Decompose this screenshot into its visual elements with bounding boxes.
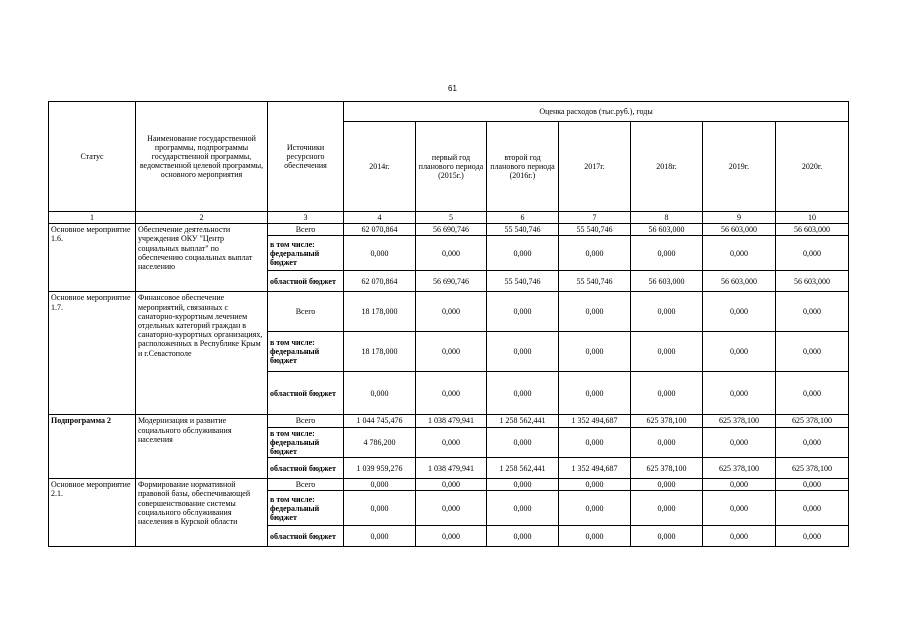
value-cell: 1 038 479,941 (416, 415, 487, 427)
column-number: 8 (631, 212, 703, 224)
value-cell: 1 258 562,441 (487, 458, 559, 479)
row-program-name: Обеспечение деятельности учреждения ОКУ "Центр социальных выплат" по обеспечению социальных выплат населению (136, 224, 268, 292)
header-year: 2019г. (703, 122, 776, 212)
row-source: областной бюджет (268, 458, 344, 479)
column-number: 6 (487, 212, 559, 224)
page-number: 61 (448, 84, 457, 93)
row-source: в том числе: федеральный бюджет (268, 491, 344, 526)
header-estimate: Оценка расходов (тыс.руб.), годы (344, 102, 849, 122)
value-cell: 0,000 (631, 427, 703, 458)
value-cell: 0,000 (416, 427, 487, 458)
header-year: 2018г. (631, 122, 703, 212)
value-cell: 56 603,000 (703, 271, 776, 292)
header-year: первый год планового периода (2015г.) (416, 122, 487, 212)
row-source: в том числе: федеральный бюджет (268, 427, 344, 458)
value-cell: 0,000 (631, 491, 703, 526)
value-cell: 0,000 (416, 372, 487, 415)
value-cell: 0,000 (344, 491, 416, 526)
row-source: Всего (268, 292, 344, 332)
value-cell: 0,000 (559, 372, 631, 415)
value-cell: 0,000 (559, 236, 631, 271)
value-cell: 0,000 (487, 236, 559, 271)
row-source: Всего (268, 224, 344, 236)
value-cell: 0,000 (344, 236, 416, 271)
column-number: 10 (776, 212, 849, 224)
value-cell: 0,000 (416, 332, 487, 372)
value-cell: 0,000 (776, 526, 849, 547)
header-name: Наименование государственной программы, подпрограммы государственной программы, ведомственной целевой программы, основного мероприятия (136, 102, 268, 212)
row-source: в том числе: федеральный бюджет (268, 332, 344, 372)
value-cell: 0,000 (487, 479, 559, 491)
value-cell: 56 690,746 (416, 271, 487, 292)
value-cell: 0,000 (703, 427, 776, 458)
header-sources: Источники ресурсного обеспечения (268, 102, 344, 212)
value-cell: 0,000 (487, 332, 559, 372)
value-cell: 0,000 (703, 479, 776, 491)
value-cell: 0,000 (559, 479, 631, 491)
value-cell: 55 540,746 (487, 224, 559, 236)
value-cell: 0,000 (344, 372, 416, 415)
value-cell: 0,000 (703, 491, 776, 526)
value-cell: 56 603,000 (776, 271, 849, 292)
row-program-name: Финансовое обеспечение мероприятий, связанных с санаторно-курортным лечением отдельных категорий граждан в санаторно-курортных организациях, расположенных в Республике Крым и г.Севастополе (136, 292, 268, 415)
value-cell: 0,000 (776, 427, 849, 458)
value-cell: 0,000 (776, 372, 849, 415)
value-cell: 625 378,100 (631, 458, 703, 479)
value-cell: 0,000 (487, 372, 559, 415)
value-cell: 0,000 (559, 526, 631, 547)
row-status: Подпрограмма 2 (49, 415, 136, 479)
value-cell: 1 038 479,941 (416, 458, 487, 479)
value-cell: 0,000 (559, 292, 631, 332)
value-cell: 18 178,000 (344, 332, 416, 372)
value-cell: 0,000 (559, 491, 631, 526)
header-status: Статус (49, 102, 136, 212)
row-source: областной бюджет (268, 526, 344, 547)
value-cell: 0,000 (631, 292, 703, 332)
value-cell: 62 070,864 (344, 271, 416, 292)
header-year: 2020г. (776, 122, 849, 212)
value-cell: 625 378,100 (703, 415, 776, 427)
value-cell: 625 378,100 (703, 458, 776, 479)
value-cell: 55 540,746 (487, 271, 559, 292)
header-year: 2017г. (559, 122, 631, 212)
row-source: областной бюджет (268, 271, 344, 292)
value-cell: 0,000 (631, 372, 703, 415)
value-cell: 0,000 (703, 236, 776, 271)
value-cell: 0,000 (776, 236, 849, 271)
value-cell: 0,000 (487, 292, 559, 332)
value-cell: 0,000 (776, 479, 849, 491)
header-year: 2014г. (344, 122, 416, 212)
value-cell: 56 603,000 (631, 224, 703, 236)
value-cell: 0,000 (416, 292, 487, 332)
value-cell: 0,000 (416, 479, 487, 491)
value-cell: 0,000 (631, 526, 703, 547)
column-number: 1 (49, 212, 136, 224)
column-number: 9 (703, 212, 776, 224)
value-cell: 0,000 (776, 491, 849, 526)
value-cell: 1 258 562,441 (487, 415, 559, 427)
value-cell: 0,000 (776, 292, 849, 332)
value-cell: 55 540,746 (559, 224, 631, 236)
value-cell: 0,000 (703, 332, 776, 372)
value-cell: 0,000 (487, 491, 559, 526)
value-cell: 56 603,000 (703, 224, 776, 236)
value-cell: 0,000 (416, 491, 487, 526)
value-cell: 0,000 (559, 332, 631, 372)
value-cell: 0,000 (559, 427, 631, 458)
value-cell: 625 378,100 (631, 415, 703, 427)
row-program-name: Модернизация и развитие социального обслуживания населения (136, 415, 268, 479)
budget-table (48, 101, 849, 547)
value-cell: 56 690,746 (416, 224, 487, 236)
table-row (49, 224, 849, 236)
row-source: Всего (268, 415, 344, 427)
row-status: Основное мероприятие 1.7. (49, 292, 136, 415)
value-cell: 0,000 (416, 236, 487, 271)
table-row (49, 479, 849, 491)
value-cell: 625 378,100 (776, 458, 849, 479)
row-source: областной бюджет (268, 372, 344, 415)
value-cell: 0,000 (487, 427, 559, 458)
value-cell: 0,000 (487, 526, 559, 547)
value-cell: 0,000 (703, 526, 776, 547)
value-cell: 0,000 (344, 526, 416, 547)
row-source: Всего (268, 479, 344, 491)
column-number: 3 (268, 212, 344, 224)
row-program-name: Формирование нормативной правовой базы, обеспечивающей совершенствование системы социального обслуживания населения в Курской области (136, 479, 268, 547)
column-number: 2 (136, 212, 268, 224)
row-source: в том числе: федеральный бюджет (268, 236, 344, 271)
value-cell: 0,000 (776, 332, 849, 372)
value-cell: 0,000 (703, 292, 776, 332)
value-cell: 1 039 959,276 (344, 458, 416, 479)
column-number: 4 (344, 212, 416, 224)
table-row (49, 415, 849, 427)
value-cell: 18 178,000 (344, 292, 416, 332)
value-cell: 0,000 (703, 372, 776, 415)
column-number-row (49, 212, 849, 224)
column-number: 5 (416, 212, 487, 224)
value-cell: 0,000 (631, 479, 703, 491)
value-cell: 55 540,746 (559, 271, 631, 292)
value-cell: 0,000 (416, 526, 487, 547)
value-cell: 0,000 (631, 332, 703, 372)
row-status: Основное мероприятие 2.1. (49, 479, 136, 547)
value-cell: 1 044 745,476 (344, 415, 416, 427)
column-number: 7 (559, 212, 631, 224)
value-cell: 56 603,000 (631, 271, 703, 292)
value-cell: 0,000 (631, 236, 703, 271)
value-cell: 625 378,100 (776, 415, 849, 427)
value-cell: 56 603,000 (776, 224, 849, 236)
value-cell: 1 352 494,687 (559, 415, 631, 427)
value-cell: 0,000 (344, 479, 416, 491)
header-year: второй год планового периода (2016г.) (487, 122, 559, 212)
table-row (49, 292, 849, 332)
value-cell: 4 786,200 (344, 427, 416, 458)
row-status: Основное мероприятие 1.6. (49, 224, 136, 292)
value-cell: 62 070,864 (344, 224, 416, 236)
value-cell: 1 352 494,687 (559, 458, 631, 479)
